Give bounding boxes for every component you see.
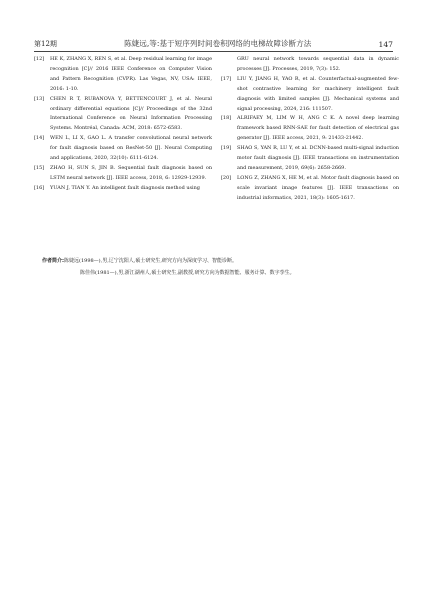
reference-item [221,55,399,75]
reference-item [221,174,399,204]
reference-item [34,55,212,95]
reference-item [221,114,399,144]
reference-item [34,95,212,135]
reference-text: LONG Z, ZHANG X, HE M, et al. Motor fault diagnosis based on scale invariant image features [J]. IEEE transactions on industrial informatics, 2021, 18(3): 1605-1617. [237,174,399,201]
author-bio-label: 作者简介: [42,258,64,264]
references-right-column [221,55,399,204]
reference-text: ALRIFAEY M, LIM W H, ANG C K. A novel deep learning framework based RNN-SAE for fault detection of electrical gas generator [J]. IEEE access, 2021, 9: 21433-21442. [237,115,399,142]
references-left-column [34,55,212,194]
reference-text: CHEN R T, RUBANOVA Y, BETTENCOURT J, et al. Neural ordinary differential equations [C]// Proceedings of the 32nd International Conference on Neural Information Processing Systems. Montréal, Canada: ACM, 2018: 6572-6583. [50,95,212,132]
page-number: 147 [378,40,393,49]
reference-number: [17] [221,75,232,82]
reference-item [34,164,212,184]
reference-text: WEN L, LI X, GAO L. A transfer convolutional neural network for fault diagnosis based on ResNet-50 [J]. Neural Computing and applications, 2020, 32(10): 6111-6124. [50,135,212,162]
reference-number: [20] [221,174,232,181]
reference-item [34,134,212,164]
running-title: 陈婕远,等:基于短序列时间卷积网络的电梯故障诊断方法 [124,39,312,48]
author-bio-line [42,255,392,267]
reference-item [221,75,399,115]
reference-text: ZHAO H, SUN S, JIN B. Sequential fault diagnosis based on LSTM neural network [J]. IEEE access, 2018, 6: 12929-12939. [50,164,212,181]
page-header [34,37,393,49]
author-bio [42,255,392,279]
reference-number: [15] [34,164,45,171]
reference-number: [16] [34,184,45,191]
reference-item [34,184,212,194]
reference-number: [13] [34,95,45,102]
author-bio-text: 陈佳伟(1981—),男,浙江湖州人,硕士研究生,副教授,研究方向为数据智能、服务计算、数字孪生。 [80,270,295,276]
issue-label: 第12期 [34,40,57,48]
reference-text: HE K, ZHANG X, REN S, et al. Deep residual learning for image recognition [C]// 2016 IEEE Conference on Computer Vision and Pattern Recognition (CVPR). Las Vegas, NV, USA: IEEE, 2016: 1-10. [50,56,212,92]
reference-number: [19] [221,145,232,152]
reference-text: SHAO S, YAN R, LU Y, et al. DCNN-based multi-signal induction motor fault diagnosis [J]. IEEE transactions on instrumentation and measurement, 2019, 69(6): 2658-2669. [237,145,399,171]
reference-text: YUAN J, TIAN Y. An intelligent fault diagnosis method using [50,184,200,191]
reference-item [221,144,399,174]
reference-number: [12] [34,56,45,62]
reference-text: GRU neural network towards sequential data in dynamic processes [J]. Processes, 2019, 7(3): 152. [237,56,399,72]
reference-number: [18] [221,115,232,122]
header-rule [34,51,393,52]
reference-number: [14] [34,135,45,142]
reference-text: LIU Y, JIANG H, YAO R, et al. Counterfactual-augmented few-shot contrastive learning for machinery intelligent fault diagnosis with limited samples [J]. Mechanical systems and signal processing, 2024, 216: 111507. [237,75,399,112]
author-bio-text: 陈婕远(1998—),男,辽宁沈阳人,硕士研究生,研究方向为深度学习、智能诊断。 [64,258,237,264]
